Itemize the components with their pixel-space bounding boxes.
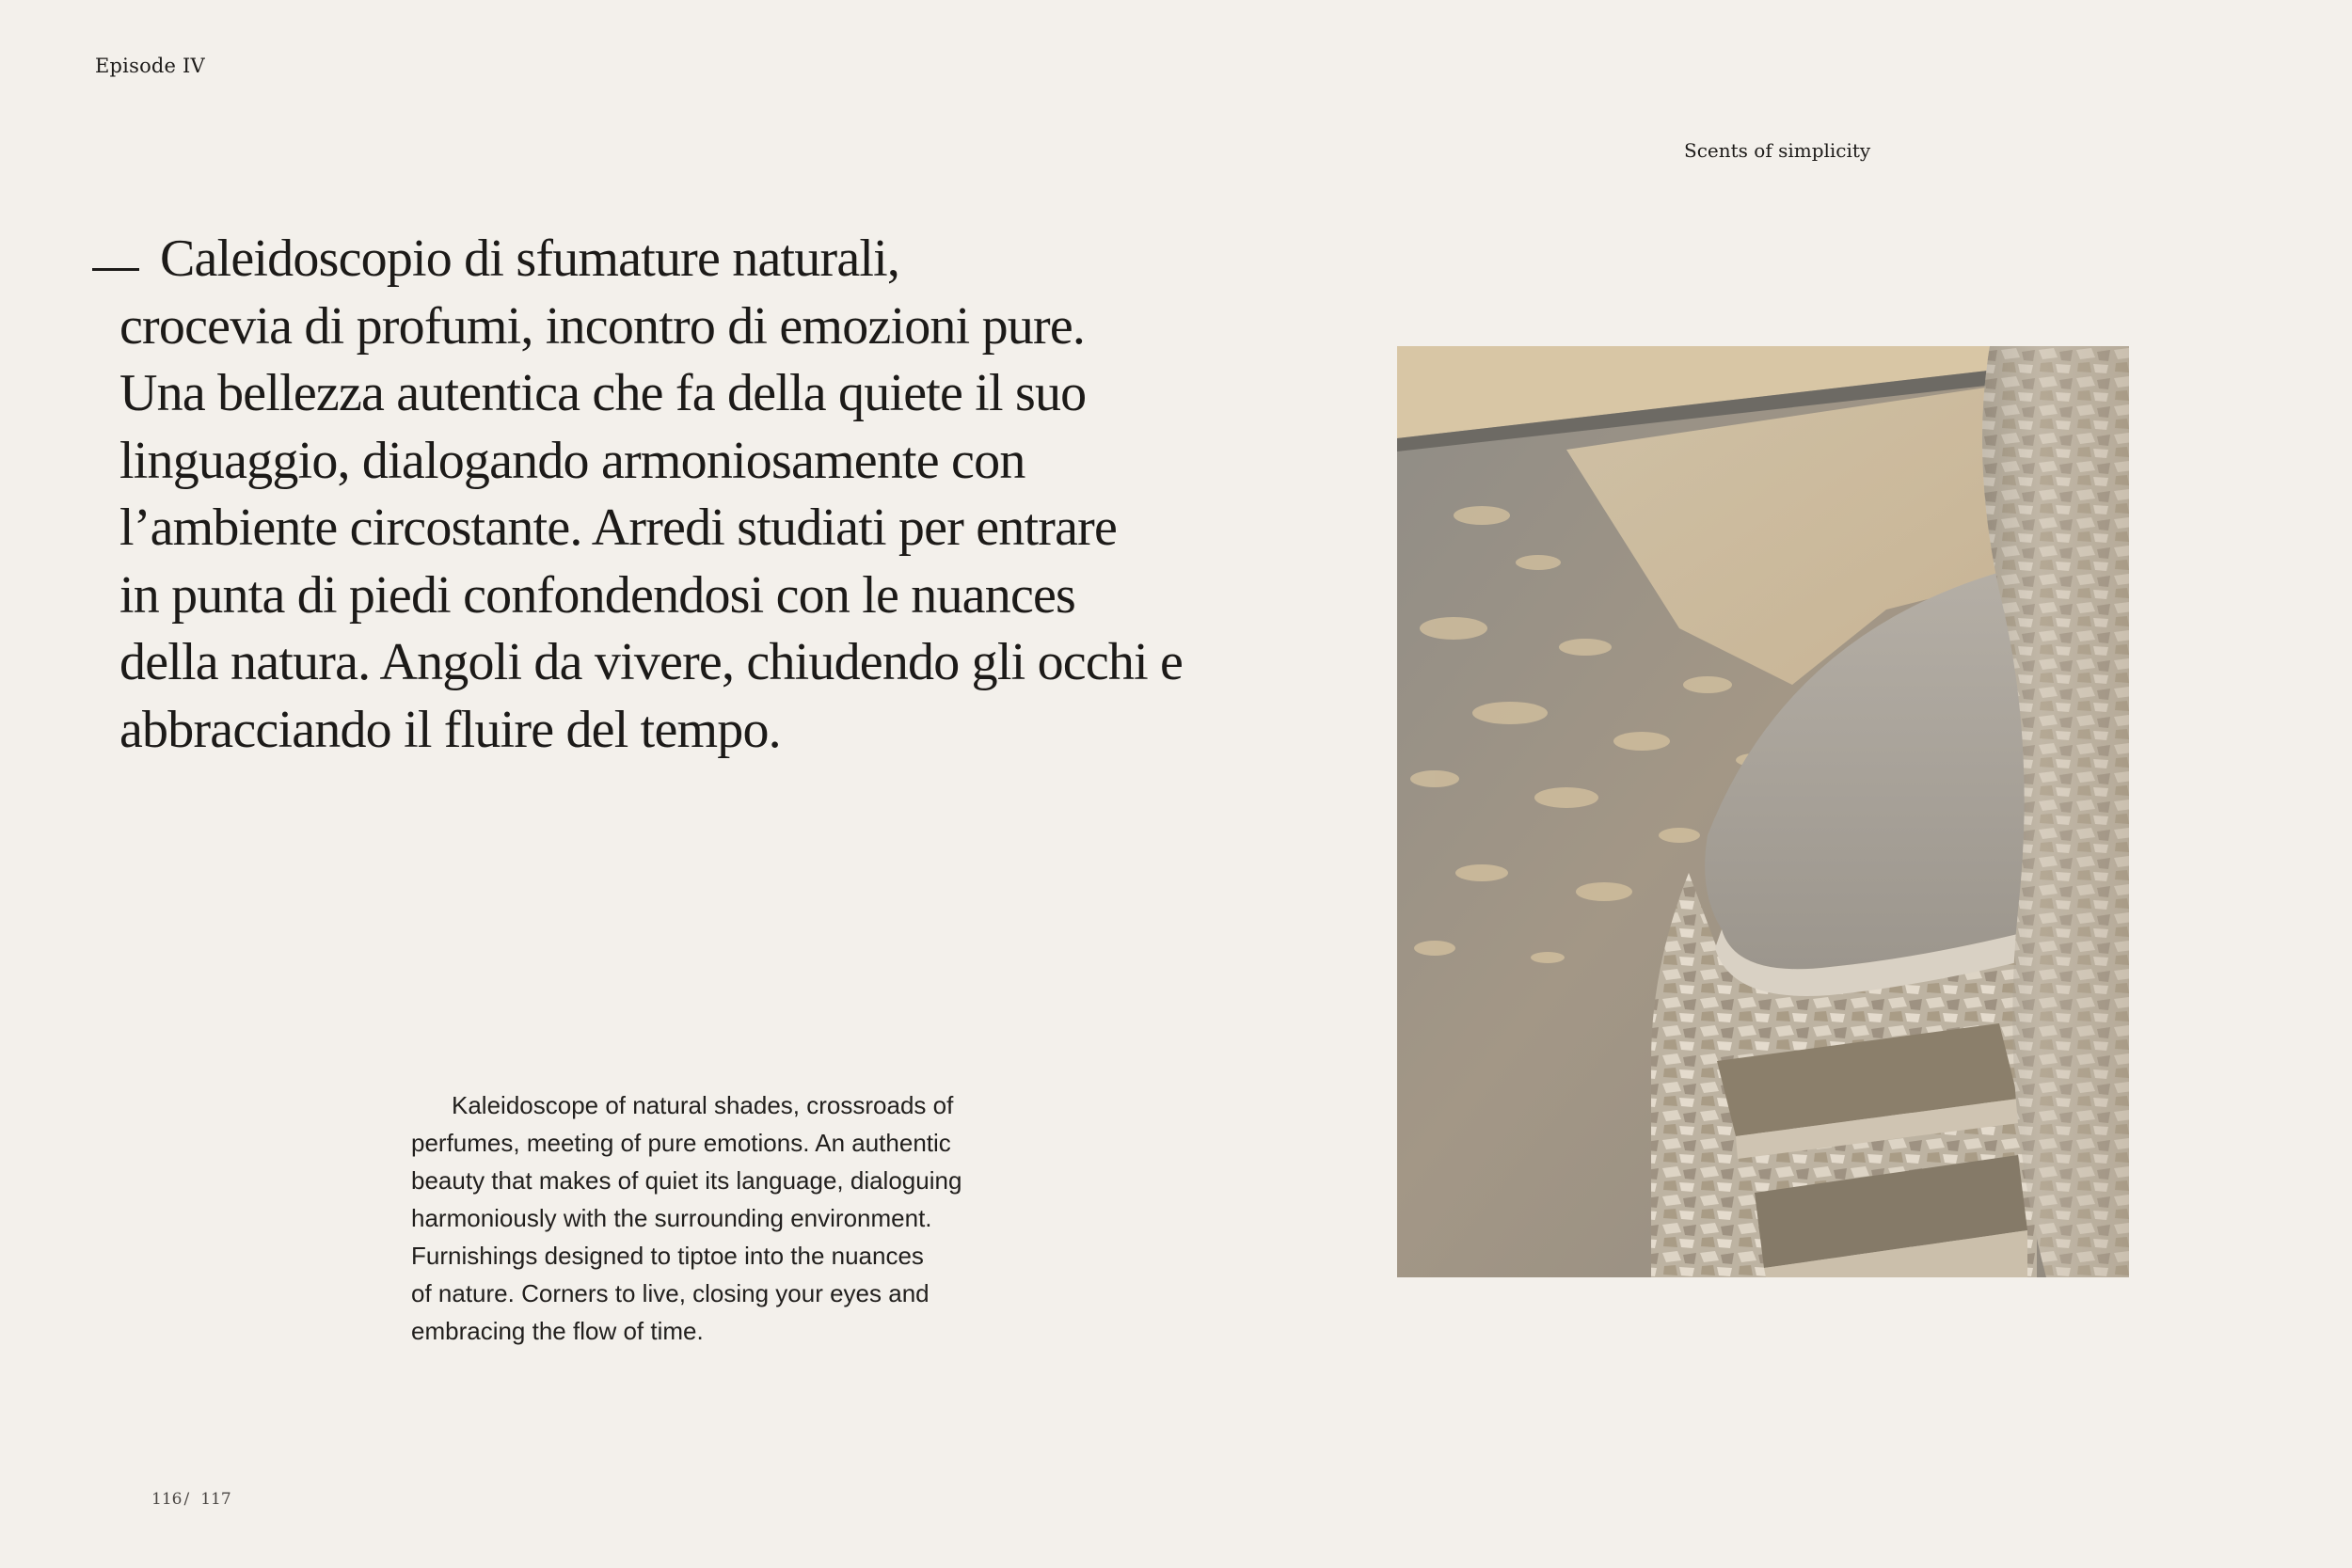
italian-quote bbox=[119, 226, 1184, 764]
quote-line: linguaggio, dialogando armoniosamente con bbox=[119, 431, 1025, 490]
translation-line: Kaleidoscope of natural shades, crossroads of bbox=[452, 1091, 954, 1119]
stone-bench-photo bbox=[1397, 346, 2129, 1277]
page-separator: / bbox=[183, 1490, 190, 1509]
quote-line: della natura. Angoli da vivere, chiudendo gli occhi e bbox=[119, 633, 1184, 691]
page-numbers bbox=[151, 1490, 231, 1509]
translation-line: beauty that makes of quiet its language, dialoguing bbox=[411, 1166, 962, 1195]
translation-line: Furnishings designed to tiptoe into the nuances bbox=[411, 1242, 924, 1270]
translation-line: embracing the flow of time. bbox=[411, 1317, 704, 1345]
quote-line: Una bellezza autentica che fa della quiete il suo bbox=[119, 364, 1087, 422]
translation-line: harmoniously with the surrounding environment. bbox=[411, 1204, 932, 1232]
quote-line: Caleidoscopio di sfumature naturali, bbox=[160, 230, 900, 288]
english-translation bbox=[411, 1086, 1013, 1350]
quote-line: in punta di piedi confondendosi con le nuances bbox=[119, 565, 1076, 625]
photo-illustration bbox=[1397, 346, 2129, 1277]
quote-line: abbracciando il fluire del tempo. bbox=[119, 700, 781, 759]
translation-line: of nature. Corners to live, closing your eyes and bbox=[411, 1279, 930, 1307]
section-title: Scents of simplicity bbox=[1684, 139, 1871, 162]
quote-line: crocevia di profumi, incontro di emozioni pure. bbox=[119, 296, 1086, 356]
page-number-left: 116 bbox=[151, 1490, 183, 1509]
page-number-right: 117 bbox=[200, 1490, 231, 1509]
quote-line: l’ambiente circostante. Arredi studiati per entrare bbox=[119, 499, 1118, 557]
episode-label: Episode IV bbox=[95, 55, 205, 77]
translation-line: perfumes, meeting of pure emotions. An authentic bbox=[411, 1129, 951, 1157]
